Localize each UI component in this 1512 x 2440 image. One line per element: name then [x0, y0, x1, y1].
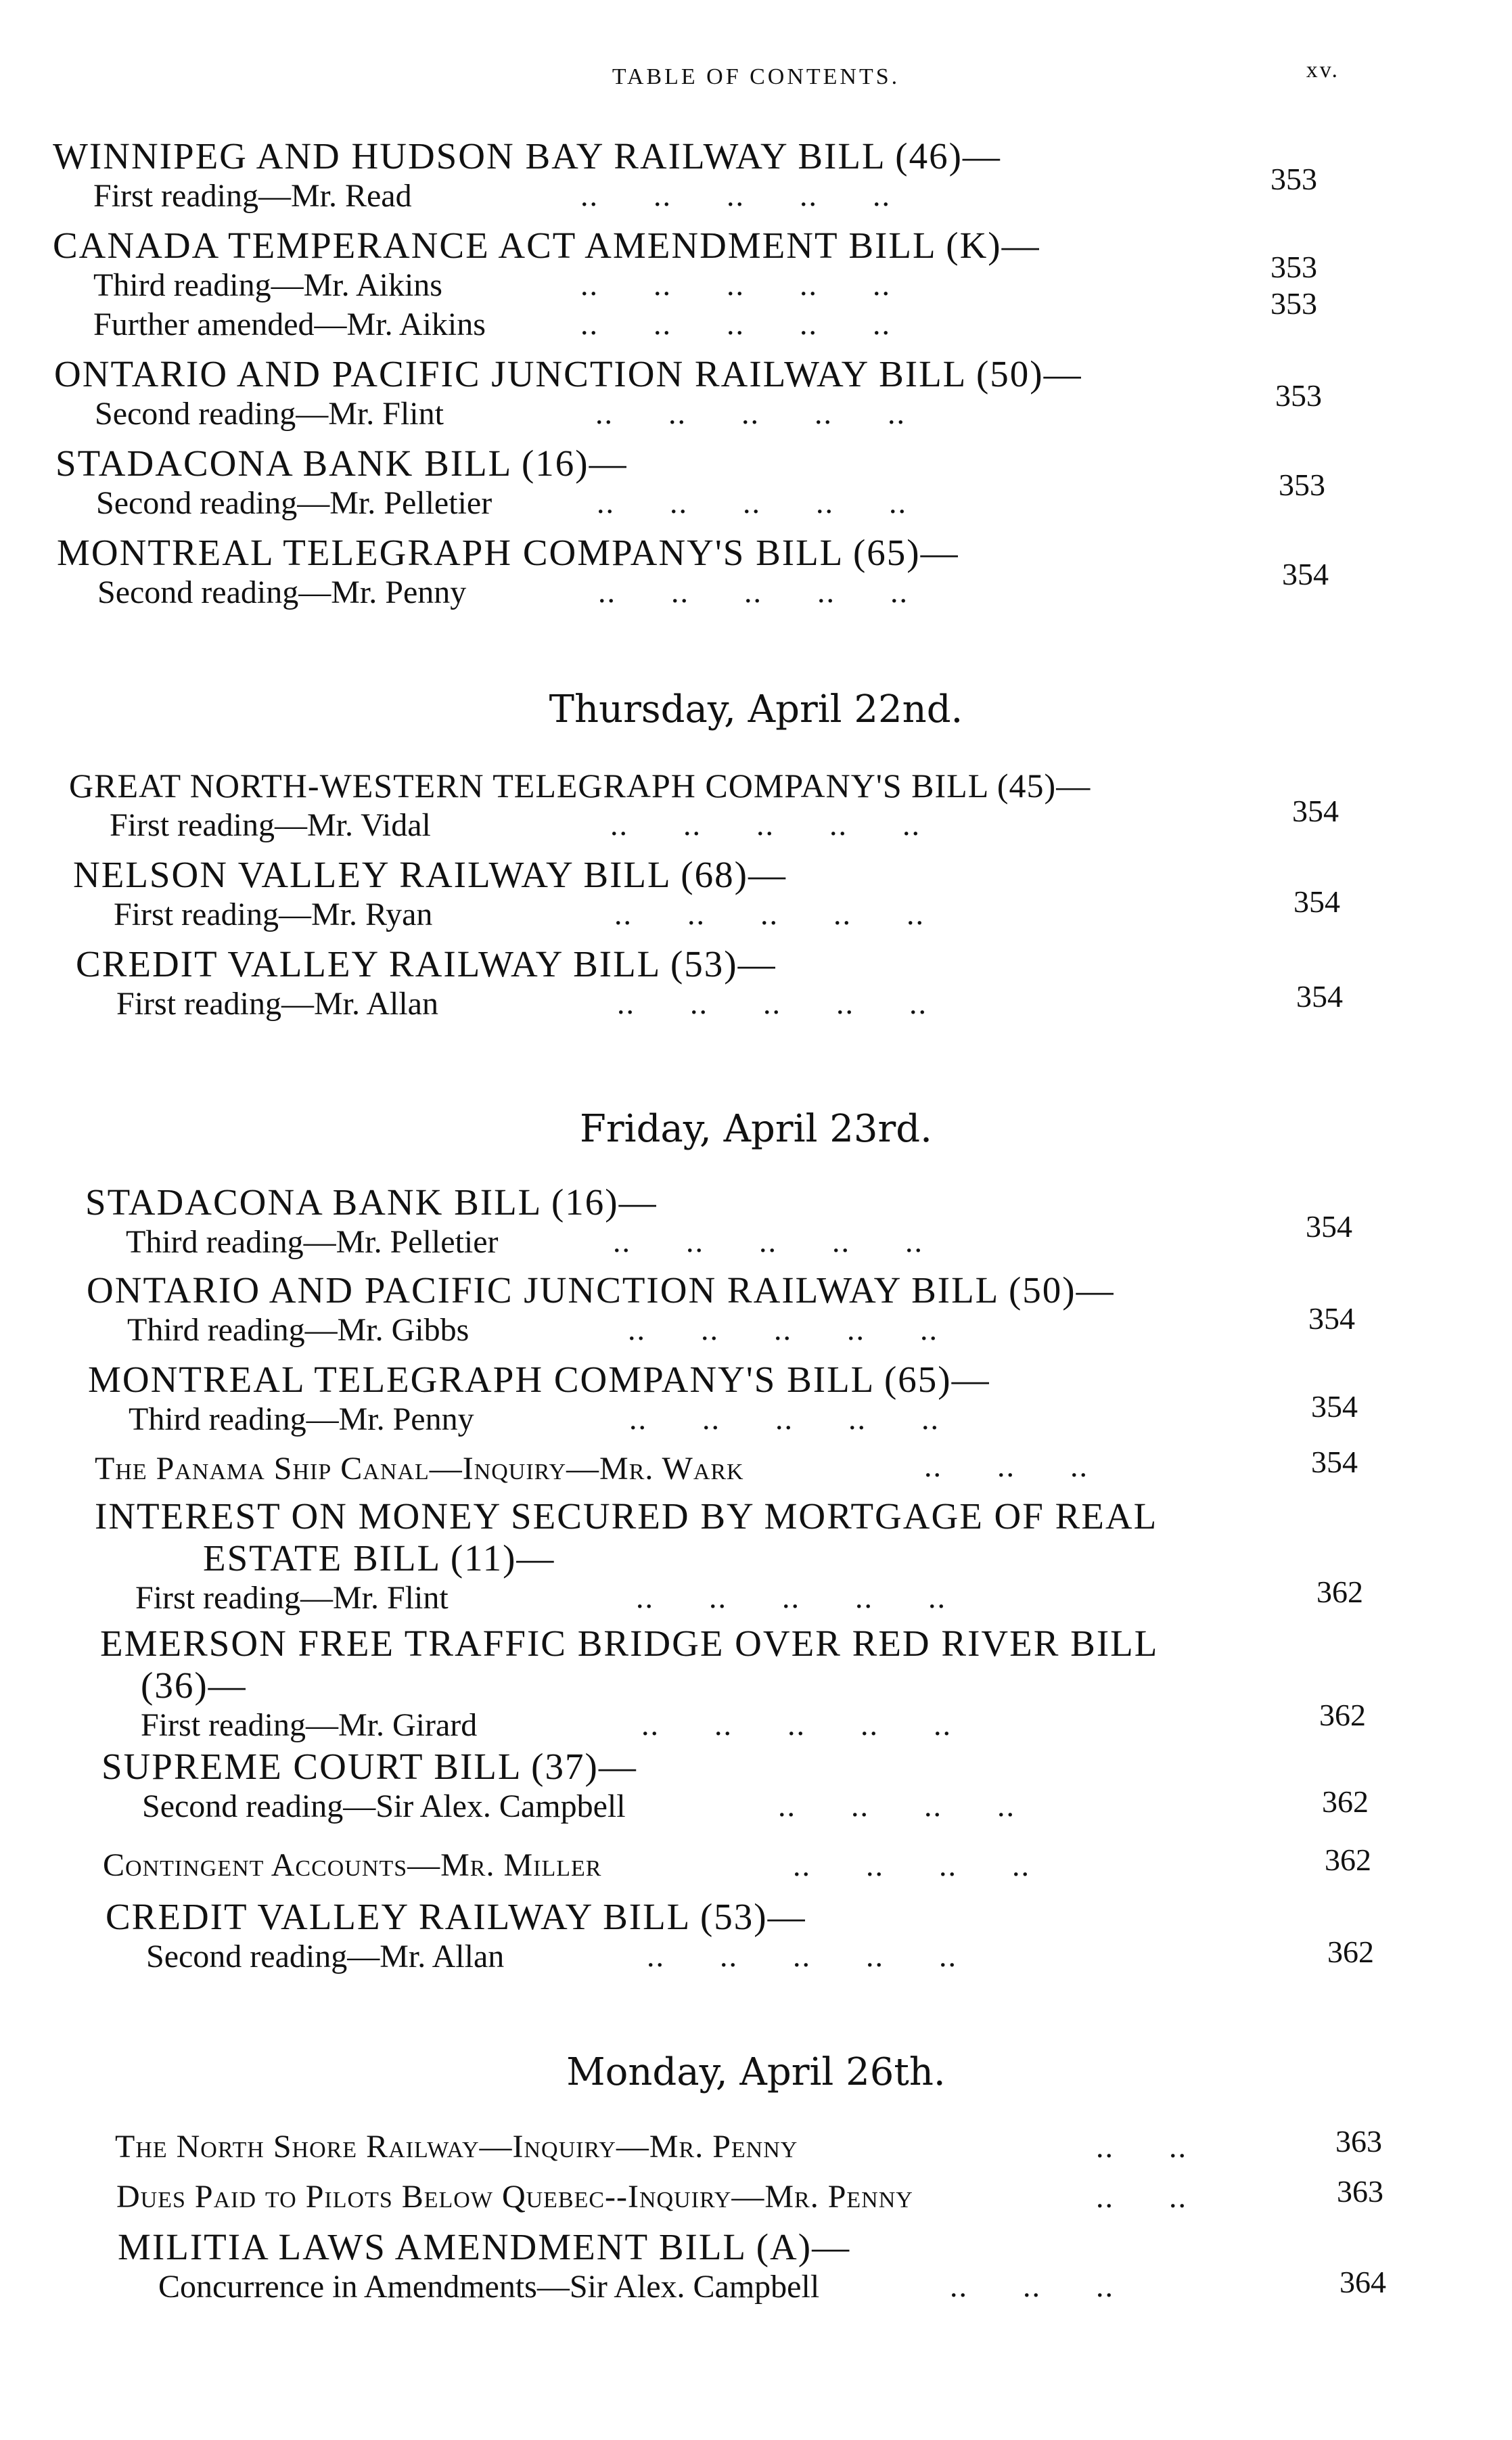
- toc-entry: [95, 1495, 1158, 1619]
- bill-title: MILITIA LAWS AMENDMENT BILL (A)—: [118, 2226, 851, 2267]
- leader-dots: .. .. .. .. ..: [617, 986, 927, 1020]
- page-ref: 353: [1270, 286, 1317, 321]
- bill-title: SUPREME COURT BILL (37)—: [101, 1746, 637, 1787]
- item-text: First reading—Mr. Read: [93, 178, 412, 214]
- inquiry-title: The Panama Ship Canal—Inquiry—Mr. Wark: [95, 1451, 744, 1487]
- leader-dots: .. .. .. .. ..: [636, 1580, 946, 1614]
- item-text: Third reading—Mr. Gibbs: [127, 1312, 469, 1348]
- bill-title: GREAT NORTH-WESTERN TELEGRAPH COMPANY'S BILL (45)—: [69, 767, 1091, 805]
- item-text: Second reading—Mr. Penny: [97, 574, 467, 610]
- page-ref: 354: [1296, 979, 1343, 1014]
- leader-dots: .. .. .. ..: [793, 1848, 1030, 1882]
- section-heading: [0, 1107, 1512, 1151]
- page-ref: 363: [1337, 2174, 1383, 2209]
- page-ref: 362: [1322, 1784, 1369, 1819]
- bill-title: INTEREST ON MONEY SECURED BY MORTGAGE OF REAL: [95, 1495, 1158, 1537]
- toc-entry: [87, 1269, 1115, 1351]
- toc-item: [54, 395, 1082, 434]
- page-ref: 353: [1270, 162, 1317, 196]
- leader-dots: .. .. .. .. ..: [598, 574, 909, 609]
- leader-dots: .. .. .. .. ..: [580, 307, 891, 341]
- page-ref: 354: [1293, 884, 1340, 919]
- toc-entry: [53, 135, 1001, 217]
- page-ref: 354: [1308, 1301, 1355, 1336]
- item-text: Second reading—Sir Alex. Campbell: [142, 1788, 626, 1824]
- bill-title: CREDIT VALLEY RAILWAY BILL (53)—: [106, 1896, 806, 1937]
- leader-dots: .. .. .. .. ..: [641, 1707, 952, 1742]
- item-text: First reading—Mr. Allan: [116, 986, 438, 1022]
- bill-title: STADACONA BANK BILL (16)—: [85, 1181, 658, 1223]
- toc-item: [118, 2268, 1114, 2307]
- item-text: Third reading—Mr. Penny: [129, 1401, 474, 1437]
- page-ref: 353: [1275, 378, 1322, 413]
- bill-title-continued: (36)—: [141, 1665, 247, 1706]
- item-text: Second reading—Mr. Allan: [146, 1939, 505, 1974]
- leader-dots: .. .. ..: [950, 2269, 1114, 2303]
- item-text: Third reading—Mr. Pelletier: [126, 1224, 499, 1260]
- bill-title: NELSON VALLEY RAILWAY BILL (68)—: [73, 854, 787, 895]
- toc-item: [95, 1579, 1158, 1619]
- page-ref: 362: [1325, 1843, 1371, 1877]
- toc-entry: [103, 1845, 1030, 1887]
- leader-dots: .. .. .. .. ..: [629, 1401, 940, 1436]
- bill-title: STADACONA BANK BILL (16)—: [55, 443, 628, 484]
- leader-dots: .. .. .. .. ..: [580, 178, 891, 212]
- toc-item: [106, 1938, 957, 1977]
- toc-item: [101, 1788, 1015, 1827]
- page-ref: 353: [1279, 468, 1325, 502]
- leader-dots: .. ..: [1096, 2129, 1187, 2164]
- leader-dots: .. .. .. .. ..: [595, 396, 906, 430]
- inquiry-title: Dues Paid to Pilots Below Quebec--Inquiry—Mr. Penny: [116, 2179, 913, 2215]
- leader-dots: .. .. .. .. ..: [628, 1312, 938, 1347]
- toc-item: [85, 1223, 923, 1263]
- page-ref: 362: [1327, 1935, 1374, 1969]
- leader-dots: .. .. .. .. ..: [647, 1939, 957, 1973]
- toc-item: [87, 1311, 1115, 1351]
- page-ref: 362: [1319, 1698, 1366, 1732]
- item-text: Third reading—Mr. Aikins: [93, 267, 442, 303]
- toc-item: [55, 484, 907, 524]
- page-ref: 354: [1282, 557, 1329, 591]
- leader-dots: .. ..: [1096, 2179, 1187, 2214]
- toc-entry: [69, 765, 1091, 846]
- bill-title-continued: ESTATE BILL (11)—: [203, 1537, 555, 1579]
- bill-title: MONTREAL TELEGRAPH COMPANY'S BILL (65)—: [57, 532, 959, 573]
- page-ref: 354: [1306, 1209, 1352, 1244]
- toc-item: [53, 267, 1040, 306]
- running-head: TABLE OF CONTENTS.: [612, 64, 900, 89]
- leader-dots: .. .. ..: [924, 1449, 1089, 1483]
- inquiry-title: The North Shore Railway—Inquiry—Mr. Penny: [115, 2129, 798, 2165]
- toc-entry: [55, 443, 907, 524]
- leader-dots: .. .. .. .. ..: [580, 267, 891, 302]
- item-text: Further amended—Mr. Aikins: [93, 307, 486, 342]
- page-ref: 364: [1339, 2265, 1386, 2299]
- leader-dots: .. .. .. .. ..: [613, 1224, 923, 1259]
- toc-entry: [54, 353, 1082, 434]
- toc-item: [88, 1401, 990, 1440]
- toc-entry: [57, 532, 959, 613]
- bill-title: EMERSON FREE TRAFFIC BRIDGE OVER RED RIVER BILL: [100, 1623, 1159, 1664]
- item-text: First reading—Mr. Girard: [141, 1707, 478, 1743]
- toc-item: [53, 177, 1001, 217]
- bill-title: ONTARIO AND PACIFIC JUNCTION RAILWAY BILL (50)—: [54, 353, 1082, 394]
- toc-entry: [53, 225, 1040, 345]
- leader-dots: .. .. .. .. ..: [610, 807, 921, 842]
- page-ref: 353: [1270, 250, 1317, 284]
- bill-title: CANADA TEMPERANCE ACT AMENDMENT BILL (K)—: [53, 225, 1040, 266]
- item-text: Second reading—Mr. Pelletier: [96, 485, 492, 521]
- bill-title: MONTREAL TELEGRAPH COMPANY'S BILL (65)—: [88, 1359, 990, 1400]
- item-text: First reading—Mr. Ryan: [114, 897, 433, 932]
- section-heading-text: Monday, April 26th.: [566, 2050, 946, 2094]
- page-ref: 362: [1316, 1575, 1363, 1609]
- toc-entry: [95, 1448, 1089, 1490]
- toc-item: [76, 985, 927, 1024]
- section-heading: [0, 687, 1512, 731]
- toc-entry: [76, 943, 927, 1024]
- item-text: Second reading—Mr. Flint: [95, 396, 444, 432]
- bill-title: WINNIPEG AND HUDSON BAY RAILWAY BILL (46)—: [53, 135, 1001, 177]
- section-heading-text: Thursday, April 22nd.: [549, 687, 963, 731]
- item-text: First reading—Mr. Vidal: [110, 807, 431, 843]
- section-heading: [0, 2050, 1512, 2094]
- leader-dots: .. .. .. ..: [778, 1788, 1015, 1823]
- item-text: Concurrence in Amendments—Sir Alex. Campbell: [158, 2269, 820, 2305]
- leader-dots: .. .. .. .. ..: [597, 485, 907, 520]
- toc-item: [57, 574, 959, 613]
- toc-item: [73, 896, 925, 935]
- toc-entry: [73, 854, 925, 935]
- toc-entry: [100, 1623, 1158, 1746]
- bill-title: CREDIT VALLEY RAILWAY BILL (53)—: [76, 943, 777, 985]
- page-ref: 363: [1335, 2124, 1382, 2159]
- toc-entry: [115, 2126, 1187, 2168]
- toc-item: [100, 1707, 1158, 1746]
- leader-dots: .. .. .. .. ..: [614, 897, 925, 931]
- toc-entry: [106, 1896, 957, 1977]
- section-heading-text: Friday, April 23rd.: [580, 1107, 932, 1151]
- toc-entry: [85, 1181, 923, 1263]
- item-text: First reading—Mr. Flint: [135, 1580, 449, 1616]
- page-ref: 354: [1311, 1445, 1358, 1479]
- accounts-title: Contingent Accounts—Mr. Miller: [103, 1847, 602, 1883]
- toc-entry: [101, 1746, 1015, 1827]
- folio-page-number: xv.: [1306, 58, 1339, 83]
- toc-entry: [118, 2226, 1114, 2307]
- toc-entry: [116, 2176, 1187, 2218]
- bill-title: ONTARIO AND PACIFIC JUNCTION RAILWAY BILL (50)—: [87, 1269, 1115, 1311]
- toc-item: [53, 306, 1040, 345]
- toc-entry: [88, 1359, 990, 1440]
- page-ref: 354: [1292, 794, 1339, 828]
- toc-item: [69, 807, 1091, 846]
- page-ref: 354: [1311, 1389, 1358, 1424]
